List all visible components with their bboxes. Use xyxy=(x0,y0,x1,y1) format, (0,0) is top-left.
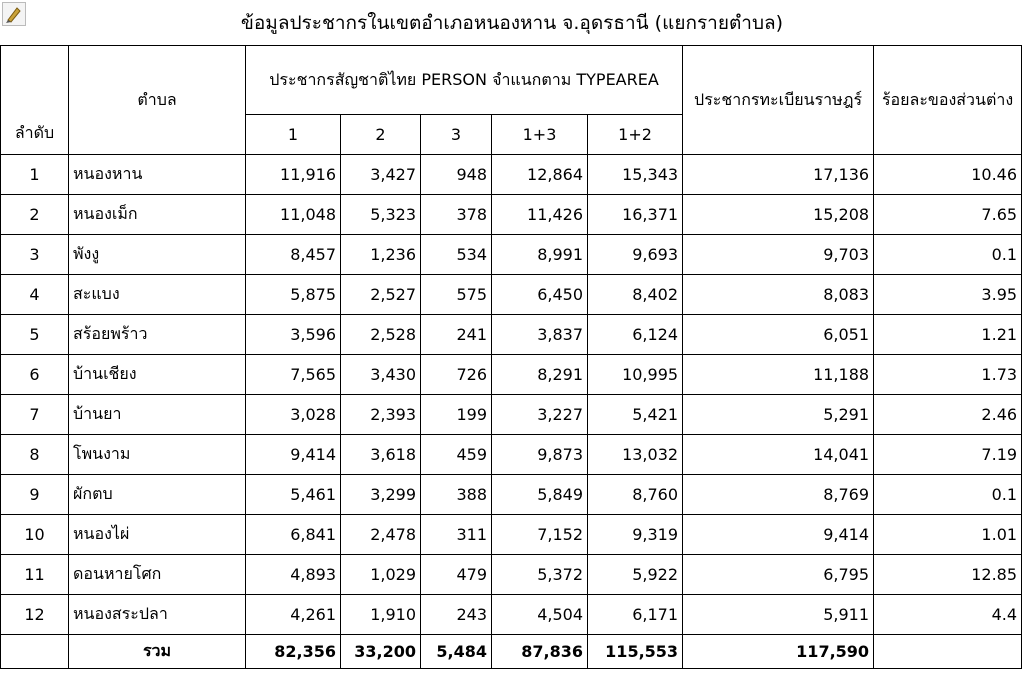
table-row xyxy=(1,395,1022,435)
row-type-1-3: 9,873 xyxy=(492,435,588,475)
row-type-2: 3,430 xyxy=(341,355,421,395)
row-type-1-3: 5,372 xyxy=(492,555,588,595)
row-diff-percent: 3.95 xyxy=(874,275,1022,315)
table-row xyxy=(1,235,1022,275)
row-type-1-3: 8,991 xyxy=(492,235,588,275)
total-type-2: 33,200 xyxy=(341,635,421,669)
row-type-2: 3,618 xyxy=(341,435,421,475)
total-type-3: 5,484 xyxy=(421,635,492,669)
row-registered: 14,041 xyxy=(683,435,874,475)
row-type-1: 6,841 xyxy=(246,515,341,555)
table-row xyxy=(1,155,1022,195)
row-order: 2 xyxy=(1,195,69,235)
row-type-1: 11,916 xyxy=(246,155,341,195)
header-type-1: 1 xyxy=(246,115,341,155)
population-table xyxy=(0,45,1022,669)
row-diff-percent: 1.73 xyxy=(874,355,1022,395)
row-subdistrict: ผักตบ xyxy=(69,475,246,515)
row-type-2: 3,299 xyxy=(341,475,421,515)
row-type-1-3: 3,227 xyxy=(492,395,588,435)
row-subdistrict: บ้านยา xyxy=(69,395,246,435)
row-diff-percent: 10.46 xyxy=(874,155,1022,195)
total-diff-percent xyxy=(874,635,1022,669)
total-label: รวม xyxy=(69,635,246,669)
row-type-2: 1,910 xyxy=(341,595,421,635)
total-empty-cell xyxy=(1,635,69,669)
row-registered: 9,703 xyxy=(683,235,874,275)
table-row xyxy=(1,475,1022,515)
row-diff-percent: 12.85 xyxy=(874,555,1022,595)
row-type-1-3: 8,291 xyxy=(492,355,588,395)
row-type-3: 575 xyxy=(421,275,492,315)
row-type-1-2: 8,760 xyxy=(588,475,683,515)
row-subdistrict: พังงู xyxy=(69,235,246,275)
header-type-2: 2 xyxy=(341,115,421,155)
row-subdistrict: บ้านเชียง xyxy=(69,355,246,395)
row-registered: 5,911 xyxy=(683,595,874,635)
row-type-1-2: 6,171 xyxy=(588,595,683,635)
row-subdistrict: ดอนหายโศก xyxy=(69,555,246,595)
row-type-3: 534 xyxy=(421,235,492,275)
table-row xyxy=(1,595,1022,635)
row-order: 4 xyxy=(1,275,69,315)
row-subdistrict: หนองสระปลา xyxy=(69,595,246,635)
row-type-1: 5,461 xyxy=(246,475,341,515)
total-type-1-2: 115,553 xyxy=(588,635,683,669)
row-order: 10 xyxy=(1,515,69,555)
row-type-2: 2,528 xyxy=(341,315,421,355)
row-order: 9 xyxy=(1,475,69,515)
row-type-1: 4,893 xyxy=(246,555,341,595)
header-subdistrict: ตำบล xyxy=(69,46,246,155)
row-type-1: 3,028 xyxy=(246,395,341,435)
table-row xyxy=(1,515,1022,555)
row-type-1-2: 16,371 xyxy=(588,195,683,235)
table-row xyxy=(1,195,1022,235)
row-type-2: 2,393 xyxy=(341,395,421,435)
row-type-1-2: 9,319 xyxy=(588,515,683,555)
row-registered: 17,136 xyxy=(683,155,874,195)
row-type-2: 1,029 xyxy=(341,555,421,595)
row-order: 11 xyxy=(1,555,69,595)
row-subdistrict: หนองไผ่ xyxy=(69,515,246,555)
total-type-1-3: 87,836 xyxy=(492,635,588,669)
row-type-1: 9,414 xyxy=(246,435,341,475)
header-person-group: ประชากรสัญชาติไทย PERSON จำแนกตาม TYPEAREA xyxy=(246,46,683,115)
row-type-3: 459 xyxy=(421,435,492,475)
row-type-1: 8,457 xyxy=(246,235,341,275)
table-row xyxy=(1,315,1022,355)
row-type-3: 378 xyxy=(421,195,492,235)
row-type-1-3: 4,504 xyxy=(492,595,588,635)
row-type-1: 3,596 xyxy=(246,315,341,355)
row-order: 1 xyxy=(1,155,69,195)
total-registered: 117,590 xyxy=(683,635,874,669)
row-type-3: 199 xyxy=(421,395,492,435)
row-type-1: 11,048 xyxy=(246,195,341,235)
row-type-1: 4,261 xyxy=(246,595,341,635)
row-type-1: 5,875 xyxy=(246,275,341,315)
row-type-3: 948 xyxy=(421,155,492,195)
row-type-1-3: 6,450 xyxy=(492,275,588,315)
row-type-2: 1,236 xyxy=(341,235,421,275)
row-diff-percent: 2.46 xyxy=(874,395,1022,435)
row-registered: 15,208 xyxy=(683,195,874,235)
row-type-3: 241 xyxy=(421,315,492,355)
row-type-2: 2,527 xyxy=(341,275,421,315)
row-type-1-3: 11,426 xyxy=(492,195,588,235)
row-type-1-2: 5,922 xyxy=(588,555,683,595)
row-type-3: 243 xyxy=(421,595,492,635)
row-registered: 9,414 xyxy=(683,515,874,555)
row-type-1-2: 15,343 xyxy=(588,155,683,195)
row-registered: 8,769 xyxy=(683,475,874,515)
row-order: 8 xyxy=(1,435,69,475)
header-registered: ประชากรทะเบียนราษฎร์ xyxy=(683,46,874,155)
row-subdistrict: โพนงาม xyxy=(69,435,246,475)
table-row xyxy=(1,555,1022,595)
row-diff-percent: 4.4 xyxy=(874,595,1022,635)
table-title: ข้อมูลประชากรในเขตอำเภอหนองหาน จ.อุดรธานี (แยกรายตำบล) xyxy=(240,11,784,34)
header-diff-percent: ร้อยละของส่วนต่าง xyxy=(874,46,1022,155)
row-type-2: 2,478 xyxy=(341,515,421,555)
row-registered: 11,188 xyxy=(683,355,874,395)
row-type-3: 726 xyxy=(421,355,492,395)
row-order: 5 xyxy=(1,315,69,355)
header-type-1-3: 1+3 xyxy=(492,115,588,155)
row-type-1-3: 5,849 xyxy=(492,475,588,515)
row-type-1-2: 6,124 xyxy=(588,315,683,355)
table-row xyxy=(1,355,1022,395)
row-type-1-2: 8,402 xyxy=(588,275,683,315)
row-order: 7 xyxy=(1,395,69,435)
header-type-1-2: 1+2 xyxy=(588,115,683,155)
row-subdistrict: สร้อยพร้าว xyxy=(69,315,246,355)
row-registered: 5,291 xyxy=(683,395,874,435)
row-type-1-2: 5,421 xyxy=(588,395,683,435)
row-diff-percent: 0.1 xyxy=(874,235,1022,275)
row-type-1-2: 10,995 xyxy=(588,355,683,395)
row-registered: 6,051 xyxy=(683,315,874,355)
row-type-3: 311 xyxy=(421,515,492,555)
row-registered: 6,795 xyxy=(683,555,874,595)
row-diff-percent: 0.1 xyxy=(874,475,1022,515)
row-type-2: 5,323 xyxy=(341,195,421,235)
row-subdistrict: หนองหาน xyxy=(69,155,246,195)
row-order: 6 xyxy=(1,355,69,395)
row-type-3: 479 xyxy=(421,555,492,595)
row-diff-percent: 1.21 xyxy=(874,315,1022,355)
row-type-1-2: 13,032 xyxy=(588,435,683,475)
total-type-1: 82,356 xyxy=(246,635,341,669)
row-type-2: 3,427 xyxy=(341,155,421,195)
row-registered: 8,083 xyxy=(683,275,874,315)
row-subdistrict: หนองเม็ก xyxy=(69,195,246,235)
row-type-3: 388 xyxy=(421,475,492,515)
row-type-1-2: 9,693 xyxy=(588,235,683,275)
row-order: 12 xyxy=(1,595,69,635)
row-type-1-3: 12,864 xyxy=(492,155,588,195)
row-order: 3 xyxy=(1,235,69,275)
row-type-1-3: 7,152 xyxy=(492,515,588,555)
row-type-1: 7,565 xyxy=(246,355,341,395)
table-row xyxy=(1,435,1022,475)
row-subdistrict: สะแบง xyxy=(69,275,246,315)
header-order: ลำดับ xyxy=(1,46,69,155)
table-row xyxy=(1,275,1022,315)
row-type-1-3: 3,837 xyxy=(492,315,588,355)
row-diff-percent: 7.65 xyxy=(874,195,1022,235)
header-type-3: 3 xyxy=(421,115,492,155)
row-diff-percent: 7.19 xyxy=(874,435,1022,475)
row-diff-percent: 1.01 xyxy=(874,515,1022,555)
total-row xyxy=(1,635,1022,669)
